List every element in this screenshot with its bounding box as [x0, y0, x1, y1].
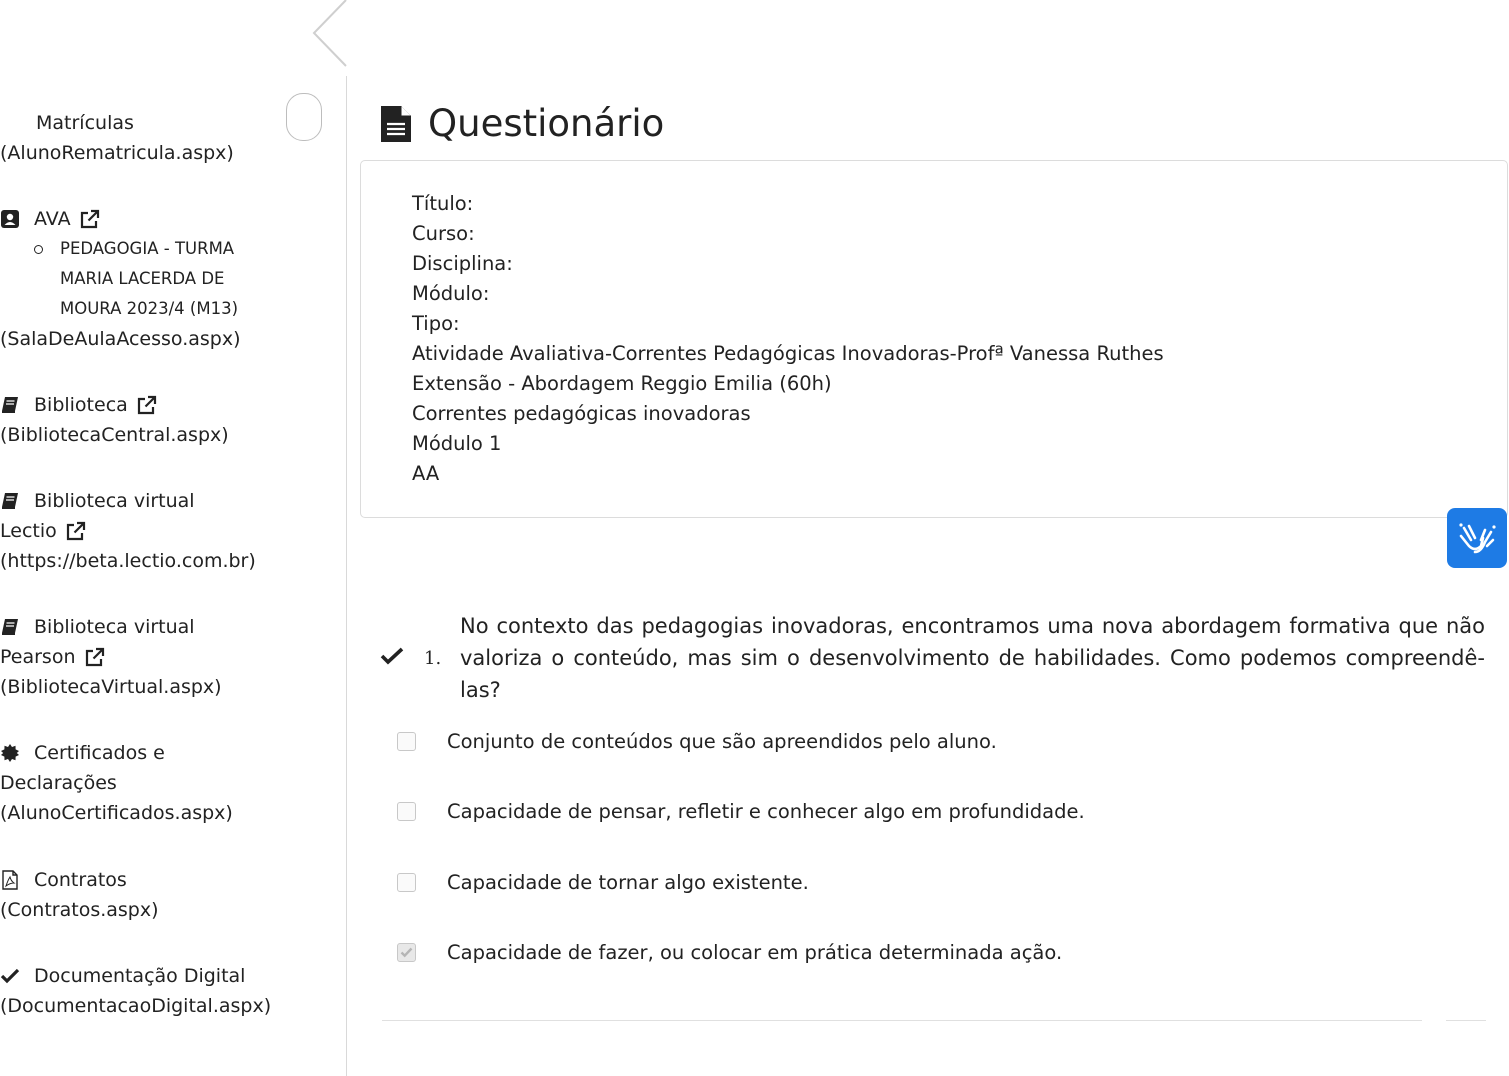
certificate-icon [0, 743, 20, 763]
sidebar-item-ava[interactable] [0, 204, 290, 354]
sidebar-item-label: Biblioteca virtual [34, 490, 195, 512]
info-label-curso: Curso: [412, 222, 475, 245]
info-value-curso: Extensão - Abordagem Reggio Emilia (60h) [412, 372, 832, 395]
sidebar-item-link: (https://beta.lectio.com.br) [0, 550, 256, 572]
answer-option[interactable] [397, 800, 1085, 823]
info-label-titulo: Título: [412, 192, 474, 215]
info-value-tipo: AA [412, 462, 440, 485]
divider [1446, 1020, 1486, 1021]
sidebar-item-link: (AlunoCertificados.aspx) [0, 802, 233, 824]
page-title-text: Questionário [428, 102, 665, 145]
answer-option[interactable] [397, 871, 809, 894]
sidebar-item-link: (AlunoRematricula.aspx) [0, 142, 234, 164]
sidebar-item-label: AVA [34, 208, 71, 230]
document-icon [380, 105, 412, 143]
answered-check-icon [380, 644, 404, 668]
sign-language-hands-icon [1447, 508, 1507, 568]
sidebar-item-documentacao-digital[interactable] [0, 961, 290, 1021]
user-card-icon [0, 209, 20, 229]
book-icon [0, 491, 20, 511]
sidebar-item-link: (SalaDeAulaAcesso.aspx) [0, 328, 241, 350]
answer-checkbox[interactable] [397, 802, 416, 821]
check-icon [0, 966, 20, 986]
answer-checkbox-checked[interactable] [397, 943, 416, 962]
external-link-icon [84, 647, 105, 668]
answer-checkbox[interactable] [397, 732, 416, 751]
question-text: No contexto das pedagogias inovadoras, encontramos uma nova abordagem formativa que não valoriza o conteúdo, mas sim o desenvolvimento de habilidades. Como podemos compreendê-las? [460, 614, 1485, 702]
info-value-disciplina: Correntes pedagógicas inovadoras [412, 402, 751, 425]
sidebar-item-link: (BibliotecaVirtual.aspx) [0, 676, 222, 698]
checkbox-check-icon [398, 944, 415, 961]
sidebar-item-label: Biblioteca virtual [34, 616, 195, 638]
collapse-sidebar-chevron-icon[interactable] [306, 0, 350, 70]
answer-option-selected[interactable] [397, 941, 1062, 964]
sidebar-item-link: (Contratos.aspx) [0, 899, 159, 921]
question-number: 1. [424, 648, 442, 669]
sidebar-item-label: Biblioteca [34, 394, 128, 416]
external-link-icon [136, 395, 157, 416]
info-label-tipo: Tipo: [412, 312, 460, 335]
sidebar-item-biblioteca-lectio[interactable] [0, 486, 290, 576]
sidebar-item-label: Documentação Digital [34, 965, 246, 987]
sidebar-item-matriculas[interactable] [0, 108, 290, 168]
sidebar-item-label-line2: Pearson [0, 646, 76, 668]
answer-option-label: Capacidade de fazer, ou colocar em prática determinada ação. [447, 941, 1063, 964]
sidebar-item-label: Certificados e [34, 742, 165, 764]
sidebar-item-biblioteca[interactable] [0, 390, 290, 450]
libras-accessibility-button[interactable] [1447, 508, 1507, 568]
external-link-icon [79, 209, 100, 230]
answer-option[interactable] [397, 730, 997, 753]
sidebar-item-biblioteca-pearson[interactable] [0, 612, 290, 702]
page-title [380, 102, 664, 145]
sidebar-item-label-line2: Lectio [0, 520, 57, 542]
sidebar-item-label: Matrículas [36, 112, 134, 134]
info-label-disciplina: Disciplina: [412, 252, 513, 275]
sidebar-toggle-button[interactable] [286, 93, 322, 141]
question-block [380, 610, 1485, 706]
external-link-icon [65, 521, 86, 542]
answer-option-label: Capacidade de tornar algo existente. [447, 871, 809, 894]
sidebar-item-certificados[interactable] [0, 738, 290, 828]
book-icon [0, 395, 20, 415]
answer-option-label: Capacidade de pensar, refletir e conhecer algo em profundidade. [447, 800, 1085, 823]
sidebar-item-link: (BibliotecaCentral.aspx) [0, 424, 229, 446]
answer-option-label: Conjunto de conteúdos que são apreendidos pelo aluno. [447, 730, 997, 753]
info-label-modulo: Módulo: [412, 282, 490, 305]
info-value-modulo: Módulo 1 [412, 432, 502, 455]
sidebar-subitem-course[interactable]: PEDAGOGIA - TURMA MARIA LACERDA DE MOURA 2023/4 (M13) [40, 234, 260, 324]
sidebar-item-label-line2: Declarações [0, 772, 117, 794]
questionnaire-info-card [360, 160, 1508, 518]
sidebar-item-label: Contratos [34, 869, 127, 891]
sidebar-item-link: (DocumentacaoDigital.aspx) [0, 995, 272, 1017]
book-icon [0, 617, 20, 637]
sidebar-item-contratos[interactable] [0, 865, 290, 925]
sidebar [0, 76, 347, 1076]
answer-checkbox[interactable] [397, 873, 416, 892]
pdf-file-icon [0, 870, 20, 890]
info-value-titulo: Atividade Avaliativa-Correntes Pedagógicas Inovadoras-Profª Vanessa Ruthes [412, 342, 1164, 365]
divider [382, 1020, 1422, 1021]
